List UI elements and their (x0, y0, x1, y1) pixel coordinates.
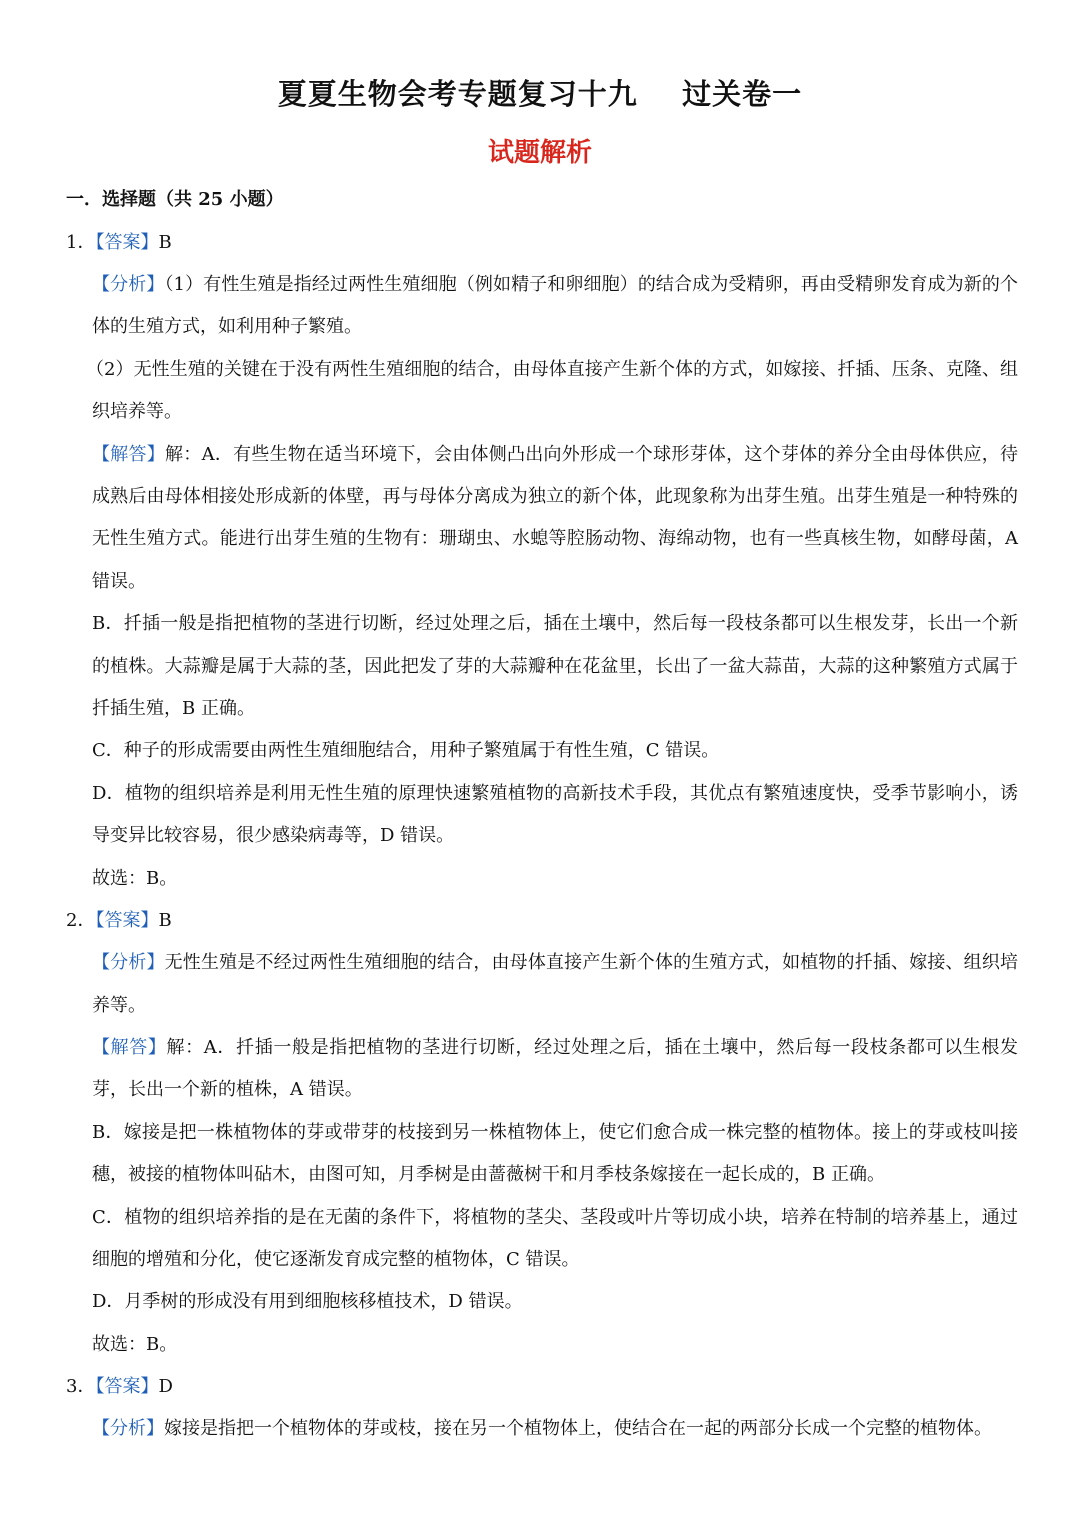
solution-text: 解：A．有些生物在适当环境下，会由体侧凸出向外形成一个球形芽体，这个芽体的养分全由母体供应，待成熟后由母体相接处形成新的体壁，再与母体分离成为独立的新个体，此现象称为出芽生殖。出芽生殖是一种特殊的无性生殖方式。能进行出芽生殖的生物有：珊瑚虫、水螅等腔肠动物、海绵动物，也有一些真核生物，如酵母菌，A 错误。 (92, 443, 1019, 592)
answer-value: B (158, 910, 172, 932)
analysis-paragraph (92, 942, 1018, 1027)
conclusion-line: 故选：B。 (92, 867, 178, 889)
analysis-tag: 【分析】 (92, 274, 165, 295)
analysis-tag: 【分析】 (92, 952, 165, 974)
analysis-text: 无性生殖是不经过两性生殖细胞的结合，由母体直接产生新个体的生殖方式，如植物的扦插、嫁接、组织培养等。 (92, 952, 1018, 1016)
analysis-paragraph (92, 264, 1018, 349)
analysis-text: （1）有性生殖是指经过两性生殖细胞（例如精子和卵细胞）的结合成为受精卵，再由受精卵发育成为新的个体的生殖方式，如利用种子繁殖。 (92, 274, 1018, 338)
analysis-paragraph (92, 1408, 1018, 1450)
analysis-paragraph: （2）无性生殖的关键在于没有两性生殖细胞的结合，由母体直接产生新个体的方式，如嫁接、扦插、压条、克隆、组织培养等。 (86, 358, 1018, 423)
solution-paragraph: B．嫁接是把一株植物体的芽或带芽的枝接到另一株植物体上，使它们愈合成一株完整的植物体。接上的芽或枝叫接穗，被接的植物体叫砧木，由图可知，月季树是由蔷薇树干和月季枝条嫁接在一起长成的，B 正确。 (92, 1121, 1018, 1186)
solution-paragraph: C．种子的形成需要由两性生殖细胞结合，用种子繁殖属于有性生殖，C 错误。 (92, 740, 720, 762)
solution-paragraph: D．月季树的形成没有用到细胞核移植技术，D 错误。 (92, 1291, 523, 1313)
analysis-tag: 【分析】 (92, 1418, 164, 1440)
page-title: 夏夏生物会考专题复习十九 过关卷一 (277, 77, 803, 111)
question-header (66, 1366, 1080, 1408)
solution-tag: 【解答】 (92, 443, 166, 465)
question-2 (0, 900, 1080, 1366)
answer-tag: 【答案】 (95, 910, 159, 932)
solution-paragraph: D．植物的组织培养是利用无性生殖的原理快速繁殖植物的高新技术手段，其优点有繁殖速度快，受季节影响小，诱导变异比较容易，很少感染病毒等，D 错误。 (92, 782, 1018, 847)
solution-paragraph: B．扦插一般是指把植物的茎进行切断，经过处理之后，插在土壤中，然后每一段枝条都可以生根发芽，长出一个新的植株。大蒜瓣是属于大蒜的茎，因此把发了芽的大蒜瓣种在花盆里，长出了一盆大蒜苗，大蒜的这种繁殖方式属于扦插生殖，B 正确。 (92, 613, 1018, 720)
question-list (0, 222, 1080, 1451)
question-3 (0, 1366, 1080, 1450)
question-header (66, 900, 1080, 942)
solution-paragraph (92, 434, 1018, 604)
section-heading: 一．选择题（共 25 小题） (66, 189, 284, 210)
question-header (66, 222, 1080, 264)
analysis-text: 嫁接是指把一个植物体的芽或枝，接在另一个植物体上，使结合在一起的两部分长成一个完整的植物体。 (164, 1418, 992, 1440)
question-number: 3． (66, 1376, 96, 1398)
question-1 (0, 222, 1080, 900)
answer-value: D (158, 1376, 173, 1398)
solution-tag: 【解答】 (92, 1036, 167, 1058)
answer-value: B (158, 232, 172, 253)
solution-paragraph (92, 1027, 1018, 1112)
answer-tag: 【答案】 (95, 1376, 159, 1398)
question-number: 1． (66, 232, 96, 253)
answer-tag: 【答案】 (95, 232, 159, 253)
page-subtitle: 试题解析 (487, 138, 592, 168)
question-number: 2． (66, 910, 96, 932)
conclusion-line: 故选：B。 (92, 1333, 178, 1355)
solution-paragraph: C．植物的组织培养指的是在无菌的条件下，将植物的茎尖、茎段或叶片等切成小块，培养在特制的培养基上，通过细胞的增殖和分化，使它逐渐发育成完整的植物体，C 错误。 (92, 1206, 1018, 1270)
solution-text: 解：A．扦插一般是指把植物的茎进行切断，经过处理之后，插在土壤中，然后每一段枝条都可以生根发芽，长出一个新的植株，A 错误。 (92, 1036, 1018, 1101)
